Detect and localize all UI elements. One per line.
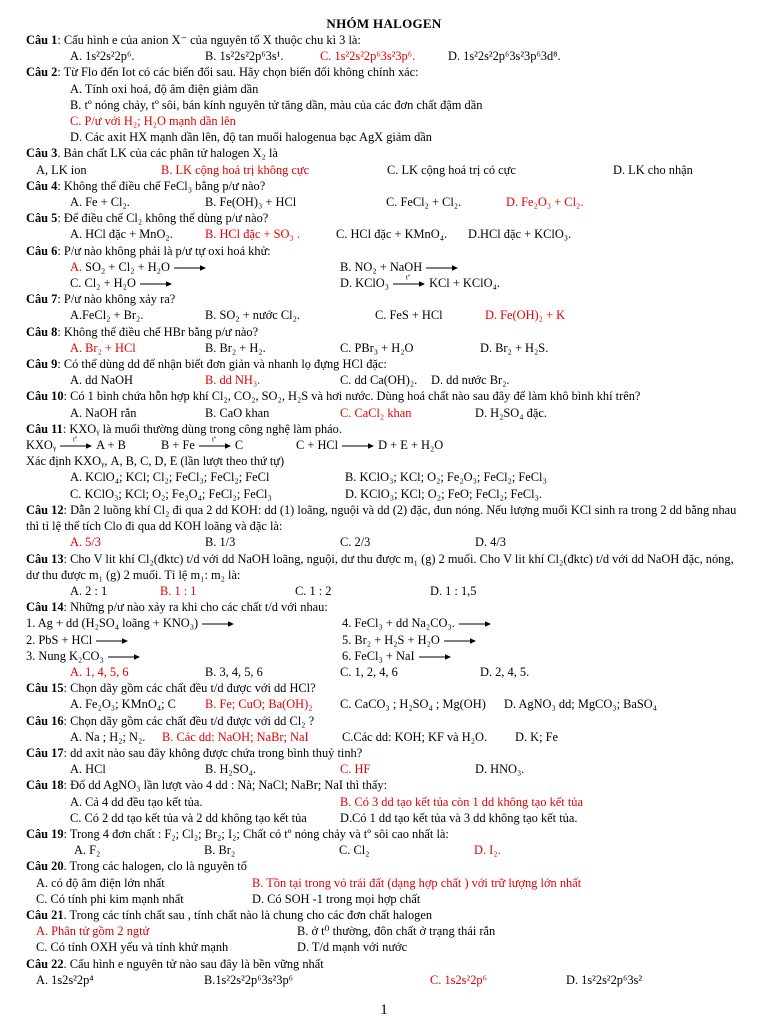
- options-row: [26, 275, 742, 291]
- answer-option[interactable]: C. Cl₂ + H₂O: [70, 275, 340, 291]
- options-row: [26, 794, 742, 810]
- answer-option[interactable]: A. HCl: [70, 762, 106, 777]
- answer-option[interactable]: B. 1 : 1: [160, 583, 197, 598]
- answer-option[interactable]: C. LK cộng hoá trị có cực: [387, 162, 516, 177]
- question-label: Câu 17: [26, 745, 64, 760]
- question-22: [26, 956, 742, 988]
- question-text: : Trong 4 đơn chất : F₂; Cl₂; Br₂; I₂; Chất có tº nóng chảy và tº sôi cao nhất là:: [63, 826, 449, 841]
- answer-option[interactable]: D. 2, 4, 5.: [480, 664, 530, 679]
- answer-option[interactable]: D. LK cho nhận: [613, 162, 693, 177]
- question-9: [26, 356, 742, 388]
- option-letter: A.: [70, 259, 83, 274]
- question-1: [26, 32, 742, 64]
- reaction-item: [26, 648, 342, 664]
- options-row: [26, 259, 742, 275]
- question-13: [26, 551, 742, 600]
- answer-option[interactable]: A. Fe₂O₃; KMnO₄; C: [70, 697, 176, 712]
- question-15: [26, 680, 742, 712]
- options-row: [26, 162, 742, 178]
- answer-option[interactable]: B. Có 3 dd tạo kết tủa còn 1 dd không tạo kết tủa: [340, 794, 583, 809]
- question-label: Câu 7: [26, 292, 58, 307]
- answer-option[interactable]: A. 1s2s²2p⁴: [36, 972, 94, 987]
- question-stem: [26, 907, 742, 923]
- options-row: [26, 340, 742, 356]
- answer-option[interactable]: A. có độ âm điện lớn nhất: [36, 875, 165, 890]
- question-stem: [26, 210, 742, 226]
- question-11: [26, 421, 742, 502]
- question-stem: [26, 502, 742, 534]
- answer-option[interactable]: D.Có 1 dd tạo kết tủa và 3 dd không tạo kết tủa.: [340, 810, 578, 825]
- answer-option[interactable]: C. P/ư với H₂; H₂O mạnh dần lên: [70, 114, 236, 129]
- question-5: [26, 210, 742, 242]
- reaction-arrow-icon: [95, 637, 129, 645]
- scheme-text: A + B: [96, 438, 126, 453]
- answer-option[interactable]: B. 3, 4, 5, 6: [205, 664, 263, 679]
- answer-option[interactable]: C. 2/3: [340, 535, 371, 550]
- answer-option[interactable]: B. Tồn tại trong vỏ trái đất (dạng hợp chất ) với trữ lượng lớn nhất: [252, 875, 582, 890]
- reaction-item: [342, 648, 642, 664]
- options-row: [26, 469, 742, 485]
- question-19: [26, 826, 742, 858]
- question-stem: [26, 356, 742, 372]
- options-row: [26, 534, 742, 550]
- answer-option[interactable]: B. tº nóng chảy, tº sôi, bán kính nguyên tử tăng dần, màu của các đơn chất đậm dần: [70, 97, 483, 112]
- answer-option[interactable]: A. Tính oxi hoá, độ âm điện giảm dần: [70, 81, 259, 96]
- question-text: : P/ư nào không xảy ra?: [57, 292, 176, 307]
- question-18: [26, 777, 742, 826]
- question-7: [26, 291, 742, 323]
- answer-option[interactable]: A, LK ion: [36, 162, 87, 177]
- reaction-arrow-icon: [425, 264, 459, 272]
- answer-option[interactable]: D. 1 : 1,5: [430, 583, 477, 598]
- question-stem: [26, 421, 742, 437]
- question-text: : KXOᵧ là muối thường dùng trong công nghệ làm pháo.: [62, 421, 342, 436]
- question-text: : dd axit nào sau đây không được chứa trong bình thuỷ tinh?: [63, 745, 363, 760]
- question-17: [26, 745, 742, 777]
- answer-option[interactable]: D. 4/3: [475, 535, 506, 550]
- answer-option[interactable]: D. AgNO₃ dd; MgCO₃; BaSO₄: [504, 697, 658, 712]
- answer-option[interactable]: B. dd NH₃.: [205, 373, 261, 388]
- reaction-arrow-icon: [341, 442, 375, 450]
- answer-option[interactable]: A. Phân tử gồm 2 ngtử: [36, 924, 150, 939]
- question-10: [26, 388, 742, 420]
- question-label: Câu 9: [26, 357, 58, 372]
- answer-option[interactable]: C. 1, 2, 4, 6: [340, 664, 398, 679]
- question-text: : Không thể điều chế HBr bằng p/ư nào?: [57, 324, 259, 339]
- scheme-step: [161, 437, 296, 453]
- answer-option[interactable]: C. FeCl₂ + Cl₂.: [386, 195, 462, 210]
- answer-option[interactable]: A. NaOH rắn: [70, 405, 137, 420]
- answer-option[interactable]: C. Có tính OXH yếu và tính khử mạnh: [36, 940, 229, 955]
- answer-option[interactable]: C. 1s²2s²2p⁶3s²3p⁶.: [320, 49, 416, 64]
- reaction-arrow-icon: [107, 653, 141, 661]
- reaction-arrow-icon: [201, 620, 235, 628]
- answer-option[interactable]: D. dd nước Br₂.: [431, 373, 510, 388]
- answer-option[interactable]: A. 1, 4, 5, 6: [70, 664, 129, 679]
- answer-option[interactable]: A. HCl đặc + MnO₂.: [70, 227, 173, 242]
- answer-option[interactable]: D. H₂SO₄ đặc.: [475, 405, 547, 420]
- answer-option[interactable]: C. FeS + HCl: [375, 308, 443, 323]
- reaction-row: [26, 648, 742, 664]
- options-row: [26, 97, 742, 113]
- svg-text:tº: tº: [406, 273, 411, 282]
- scheme-step: [26, 437, 161, 453]
- question-label: Câu 2: [26, 65, 58, 80]
- option-text: SO₂ + Cl₂ + H₂O: [82, 259, 170, 274]
- question-stem: [26, 324, 742, 340]
- question-16: [26, 713, 742, 745]
- reaction-item: [26, 632, 342, 648]
- question-stem: [26, 551, 742, 583]
- question-text: : Đổ dd AgNO₃ lần lượt vào 4 dd : Nà; NaCl; NaBr; NaI thì thấy:: [63, 778, 388, 793]
- question-stem: [26, 178, 742, 194]
- question-2: [26, 64, 742, 145]
- options-row: [26, 113, 742, 129]
- answer-option[interactable]: B. Fe(OH)₃ + HCl: [205, 195, 297, 210]
- reaction-arrow-icon: [418, 653, 452, 661]
- question-text: : Không thể điều chế FeCl₃ bằng p/ư nào?: [57, 178, 266, 193]
- question-text: : Có thể dùng dd để nhận biết đơn giản và nhanh lọ đựng HCl đặc:: [57, 357, 387, 372]
- question-8: [26, 324, 742, 356]
- answer-option[interactable]: A. dd NaOH: [70, 373, 133, 388]
- question-label: Câu 20: [26, 859, 64, 874]
- answer-option[interactable]: A. KClO₄; KCl; Cl₂; FeCl₃; FeCl₂; FeCl: [70, 470, 270, 485]
- question-list: [26, 32, 742, 988]
- answer-option[interactable]: C. HCl đặc + KMnO₄.: [336, 227, 448, 242]
- reaction-text: 4. FeCl₃ + dd Na₂CO₃.: [342, 616, 455, 631]
- answer-option[interactable]: D. 1s²2s²2p⁶3s²3p⁶3d⁸.: [448, 49, 561, 64]
- answer-option[interactable]: C. CaCO₃ ; H₂SO₄ ; Mg(OH): [340, 697, 486, 712]
- question-text: : P/ư nào không phải là p/ư tự oxi hoá khử:: [57, 243, 271, 258]
- reaction-arrow-icon: [392, 273, 426, 288]
- answer-option[interactable]: C. Có tính phi kim mạnh nhất: [36, 891, 184, 906]
- answer-option[interactable]: C. Cl₂: [339, 843, 370, 858]
- question-text: . Trong các halogen, clo là nguyên tố: [63, 859, 247, 874]
- options-row: [26, 875, 742, 891]
- answer-option[interactable]: B. NO₂ + NaOH: [340, 259, 462, 275]
- answer-option[interactable]: B. H₂SO₄.: [205, 762, 256, 777]
- question-12: [26, 502, 742, 551]
- question-label: Câu 16: [26, 713, 64, 728]
- options-row: [26, 486, 742, 502]
- answer-option[interactable]: D. Fe(OH)₂ + K: [485, 308, 566, 323]
- answer-option[interactable]: A. 2 : 1: [70, 583, 108, 598]
- answer-option[interactable]: D. HNO₃.: [475, 762, 525, 777]
- options-row: [26, 696, 742, 712]
- reaction-text: 5. Br₂ + H₂S + H₂O: [342, 632, 440, 647]
- question-stem: [26, 64, 742, 80]
- scheme-step: [296, 437, 443, 453]
- options-row: [26, 810, 742, 826]
- answer-option[interactable]: B. Fe; CuO; Ba(OH)₂: [205, 697, 313, 712]
- answer-option[interactable]: B. 1s²2s²2p⁶3s¹.: [205, 49, 284, 64]
- answer-option[interactable]: A. F₂: [74, 843, 101, 858]
- answer-option[interactable]: D. Các axit HX mạnh dần lên, độ tan muối halogenua bạc AgX giảm dần: [70, 130, 432, 145]
- answer-option[interactable]: B. 1/3: [205, 535, 236, 550]
- question-label: Câu 13: [26, 551, 64, 566]
- answer-option[interactable]: B. KClO₃; KCl; O₂; Fe₂O₃; FeCl₂; FeCl₃: [345, 470, 547, 485]
- question-stem: [26, 956, 742, 972]
- question-label: Câu 12: [26, 502, 64, 517]
- page-number: 1: [380, 1002, 388, 1018]
- question-label: Câu 3: [26, 146, 58, 161]
- question-text: : Cấu hình e của anion X⁻ của nguyên tố X thuộc chu kì 3 là:: [57, 33, 361, 47]
- question-3: [26, 145, 742, 177]
- question-subtext: Xác định KXOᵧ, A, B, C, D, E (lần lượt theo thứ tự): [26, 454, 285, 469]
- question-label: Câu 1: [26, 33, 58, 47]
- answer-option[interactable]: D. KClO₃; KCl; O₂; FeO; FeCl₂; FeCl₃.: [345, 486, 542, 501]
- answer-option[interactable]: [70, 259, 340, 275]
- answer-option[interactable]: C. dd Ca(OH)₂.: [340, 373, 418, 388]
- question-label: Câu 18: [26, 778, 64, 793]
- answer-option[interactable]: B. Br₂ + H₂.: [205, 340, 266, 355]
- answer-option[interactable]: C. 1 : 2: [295, 583, 332, 598]
- reaction-arrow-icon: [443, 637, 477, 645]
- options-row: [26, 81, 742, 97]
- question-text: . Trong các tính chất sau , tính chất nào là chung cho các đơn chất halogen: [63, 907, 433, 922]
- answer-option[interactable]: B. ở t⁰ thường, đôn chất ở trạng thái rắn: [297, 924, 496, 939]
- options-row: [26, 761, 742, 777]
- options-row: [26, 664, 742, 680]
- options-row: [26, 194, 742, 210]
- options-row: [26, 129, 742, 145]
- question-20: [26, 858, 742, 907]
- question-text: : Chọn dãy gồm các chất đều t/d được với dd HCl?: [63, 681, 316, 696]
- answer-option[interactable]: A. Fe + Cl₂.: [70, 195, 130, 210]
- question-stem: [26, 243, 742, 259]
- options-row: [26, 583, 742, 599]
- question-stem: [26, 291, 742, 307]
- answer-option[interactable]: D. K; Fe: [515, 729, 559, 744]
- answer-option[interactable]: B. Br₂: [204, 843, 236, 858]
- answer-option[interactable]: D. Có SOH -1 trong mọi hợp chất: [252, 891, 421, 906]
- answer-option[interactable]: A. Cả 4 dd đều tạo kết tủa.: [70, 794, 203, 809]
- question-text: . Cấu hình e nguyên tử nào sau đây là bền vững nhất: [63, 956, 324, 971]
- scheme-text: C + HCl: [296, 438, 339, 453]
- question-label: Câu 6: [26, 243, 58, 258]
- question-text: : Dẫn 2 luồng khí Cl₂ đi qua 2 dd KOH: dd (1) loãng, nguội và dd (2) đặc, đun nóng. Nếu lượng muối KCl sinh ra trong 2 dd bằng nhau thì tỉ lệ thể tích Clo đi qua dd KOH loãng và đặc là:: [26, 502, 737, 534]
- question-label: Câu 19: [26, 826, 64, 841]
- scheme-text: D + E + H₂O: [378, 438, 444, 453]
- answer-option[interactable]: A. 1s²2s²2p⁶.: [70, 49, 135, 64]
- answer-option[interactable]: B. Các dd: NaOH; NaBr; NaI: [162, 729, 309, 744]
- question-label: Câu 5: [26, 211, 58, 226]
- answer-option[interactable]: B. LK cộng hoá trị không cực: [161, 162, 310, 177]
- answer-option[interactable]: C. 1s2s²2p⁶: [430, 972, 487, 987]
- answer-option[interactable]: B.1s²2s²2p⁶3s²3p⁶: [204, 972, 293, 987]
- question-label: Câu 15: [26, 681, 64, 696]
- question-stem: [26, 713, 742, 729]
- question-stem: [26, 680, 742, 696]
- answer-option[interactable]: C. KClO₃; KCl; O₂; Fe₃O₄; FeCl₂; FeCl₃: [70, 486, 272, 501]
- question-label: Câu 22: [26, 956, 64, 971]
- reaction-text: 3. Nung K₂CO₃: [26, 648, 104, 663]
- answer-option[interactable]: C. CaCl₂ khan: [340, 405, 412, 420]
- question-stem: [26, 858, 742, 874]
- answer-option[interactable]: D.HCl đặc + KClO₃.: [468, 227, 572, 242]
- reaction-item: [342, 615, 642, 631]
- answer-option[interactable]: A. Br₂ + HCl: [70, 340, 136, 355]
- options-row: [26, 405, 742, 421]
- svg-text:tº: tº: [211, 435, 216, 444]
- question-label: Câu 14: [26, 600, 64, 615]
- question-text: : Cho V lit khí Cl₂(đktc) t/d với dd NaOH loãng, nguội, dư thu được m₁ (g) 2 muối. Cho V lit khí Cl₂(đktc) t/d với dd NaOH đặc, nóng, dư thu được m₁ (g) 2 muối. Tỉ lệ m₁: m₂ là:: [26, 551, 734, 582]
- options-row: [26, 372, 742, 388]
- svg-text:tº: tº: [73, 435, 78, 444]
- options-row: [26, 891, 742, 907]
- question-stem: [26, 745, 742, 761]
- answer-option[interactable]: C. Có 2 dd tạo kết tủa và 2 dd không tạo kết tủa: [70, 810, 307, 825]
- question-6: [26, 243, 742, 292]
- question-14: [26, 599, 742, 680]
- reaction-scheme: [26, 437, 742, 453]
- answer-option[interactable]: B. SO₂ + nước Cl₂.: [205, 308, 300, 323]
- options-row: [26, 972, 742, 988]
- page-title: NHÓM HALOGEN: [326, 16, 442, 31]
- reaction-item: [342, 632, 642, 648]
- reaction-row: [26, 632, 742, 648]
- question-stem: [26, 599, 742, 615]
- question-label: Câu 11: [26, 421, 63, 436]
- question-text: : Chọn dãy gồm các chất đều t/d được với dd Cl₂ ?: [63, 713, 315, 728]
- reaction-arrow-icon: [198, 435, 232, 450]
- answer-option[interactable]: D. 1s²2s²2p⁶3s²: [566, 972, 643, 987]
- answer-option[interactable]: D. Br₂ + H₂S.: [480, 340, 549, 355]
- question-text: : Những p/ư nào xảy ra khi cho các chất t/d với nhau:: [63, 600, 328, 615]
- question-text: : Có 1 bình chứa hỗn hợp khí Cl₂, CO₂, SO₂, H₂S và hơi nước. Dùng hoá chất nào sau đây để làm khô bình khí trên?: [63, 389, 641, 404]
- answer-option[interactable]: C. PBr₃ + H₂O: [340, 340, 414, 355]
- question-stem: [26, 388, 742, 404]
- question-label: Câu 8: [26, 324, 58, 339]
- question-stem: [26, 32, 742, 48]
- question-label: Câu 4: [26, 178, 58, 193]
- options-row: [26, 48, 742, 64]
- reaction-arrow-icon: [59, 435, 93, 450]
- reaction-arrow-icon: [458, 620, 492, 628]
- question-text: : Để điều chế Cl₂ không thể dùng p/ư nào?: [57, 211, 269, 226]
- reaction-row: [26, 615, 742, 631]
- answer-option[interactable]: B. HCl đặc + SO₃ .: [205, 227, 300, 242]
- answer-option[interactable]: D. T/d mạnh với nước: [297, 940, 408, 955]
- option-text: KCl + KClO₄.: [429, 276, 500, 291]
- options-row: [26, 307, 742, 323]
- answer-option[interactable]: A.FeCl₂ + Br₂.: [70, 308, 144, 323]
- answer-option[interactable]: D. KClO₃ tº KCl + KClO₄.: [340, 273, 500, 291]
- options-row: [26, 939, 742, 955]
- answer-option[interactable]: A. 5/3: [70, 535, 101, 550]
- answer-option[interactable]: A. Na ; H₂; N₂.: [70, 729, 146, 744]
- question-text: . Bản chất LK của các phân tử halogen X₂ là: [57, 146, 278, 161]
- reaction-item: [26, 615, 342, 631]
- reaction-arrow-icon: [173, 264, 207, 272]
- reaction-text: 2. PbS + HCl: [26, 632, 93, 647]
- question-stem: [26, 145, 742, 161]
- answer-option[interactable]: C. HF: [340, 762, 371, 777]
- reaction-text: 1. Ag + dd (H₂SO₄ loãng + KNO₃): [26, 616, 199, 631]
- options-row: [26, 842, 742, 858]
- question-label: Câu 21: [26, 907, 64, 922]
- options-row: [26, 226, 742, 242]
- reaction-arrow-icon: [139, 280, 173, 288]
- question-21: [26, 907, 742, 956]
- options-row: [26, 729, 742, 745]
- question-label: Câu 10: [26, 389, 64, 404]
- scheme-text: KXOᵧ: [26, 438, 57, 453]
- question-stem: [26, 826, 742, 842]
- answer-option[interactable]: C.Các dd: KOH; KF và H₂O.: [342, 729, 488, 744]
- answer-option[interactable]: D. Fe₂O₃ + Cl₂.: [506, 195, 584, 210]
- question-stem: [26, 777, 742, 793]
- options-row: [26, 923, 742, 939]
- question-4: [26, 178, 742, 210]
- scheme-text: C: [234, 438, 244, 453]
- question-text: : Từ Flo đến Iot có các biến đổi sau. Hãy chọn biến đổi không chính xác:: [57, 65, 419, 80]
- reaction-text: 6. FeCl₃ + NaI: [342, 648, 415, 663]
- scheme-text: B + Fe: [161, 438, 195, 453]
- answer-option[interactable]: B. CaO khan: [205, 405, 270, 420]
- answer-option[interactable]: D. I₂.: [474, 843, 501, 858]
